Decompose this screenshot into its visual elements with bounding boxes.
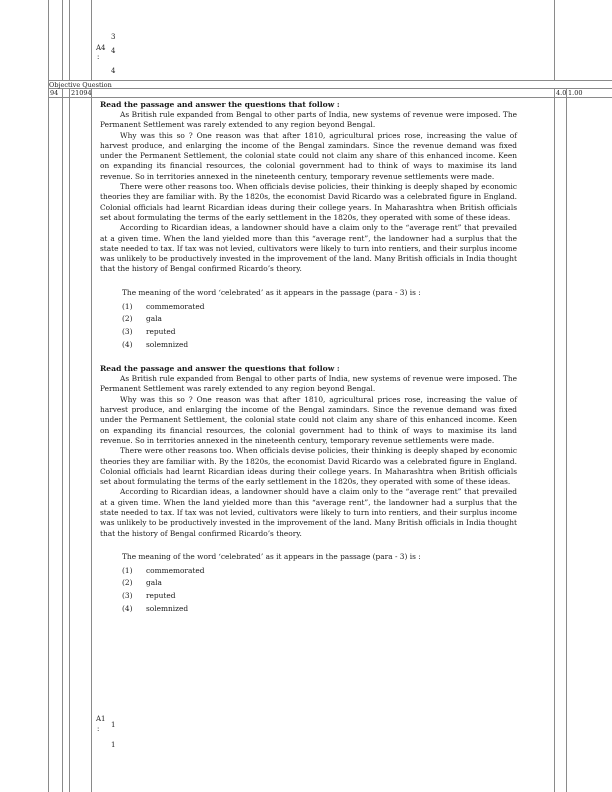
option-number: (3): [122, 326, 133, 336]
bottom-answer-value-1: 1: [111, 721, 116, 729]
option-number: (4): [122, 603, 133, 613]
option-number: (1): [122, 301, 133, 311]
bottom-answer-value-2: 1: [111, 741, 116, 749]
option-text: reputed: [146, 591, 176, 601]
question-block-2: [100, 363, 517, 615]
passage-heading: Read the passage and answer the questions that follow :: [100, 364, 340, 374]
grid-line-section: [48, 88, 612, 89]
option-3[interactable]: [122, 590, 517, 603]
grid-line-left-a: [62, 0, 63, 81]
grid-line-serial: [62, 88, 63, 792]
section-label: Objective Question: [49, 81, 112, 89]
passage-paragraph: According to Ricardian ideas, a landowner should have a claim only to the “average rent” that prevailed at a given time. When the land yielded more than this “average rent”, the landowner had a surplus that the state needed to tax. If tax was not levied, cultivators were likely to turn into rentiers, and their surplus income was unlikely to be productively invested in the improvement of the land. Many British officials in India thought that the history of Bengal confirmed Ricardo’s theory.: [100, 223, 517, 274]
question-text: The meaning of the word ‘celebrated’ as it appears in the passage (para - 3) is :: [122, 551, 421, 561]
question-block-1: [100, 99, 517, 351]
passage-paragraph: Why was this so ? One reason was that after 1810, agricultural prices rose, increasing the value of harvest produce, and enlarging the income of the Bengal zamindars. Since the revenue demand was fixed under the Permanent Settlement, the colonial state could not claim any share of this enhanced income. Keen on expanding its financial resources, the colonial government had to think of ways to maximise its land revenue. So in territories annexed in the nineteenth century, temporary revenue settlements were made.: [100, 394, 517, 445]
option-text: commemorated: [146, 301, 205, 311]
question-marks: 4.0: [556, 89, 567, 97]
passage-paragraph: There were other reasons too. When officials devise policies, their thinking is deeply shaped by economic theories they are familiar with. By the 1820s, the economist David Ricardo was a celebrated figure in England. Colonial officials had learnt Ricardian ideas during their college years. In Maharashtra when British officials set about formulating the terms of the early settlement in the 1820s, they operated with some of these ideas.: [100, 182, 517, 222]
option-text: gala: [146, 314, 162, 324]
grid-line-marks: [554, 88, 555, 792]
grid-line-negative: [566, 88, 567, 792]
bottom-answer-colon: :: [97, 725, 100, 733]
option-number: (3): [122, 591, 133, 601]
option-text: solemnized: [146, 603, 189, 613]
passage-paragraph: According to Ricardian ideas, a landowner should have a claim only to the “average rent” that prevailed at a given time. When the land yielded more than this “average rent”, the landowner had a surplus that the state needed to tax. If tax was not levied, cultivators were likely to turn into rentiers, and their surplus income was unlikely to be productively invested in the improvement of the land. Many British officials in India thought that the history of Bengal confirmed Ricardo’s theory.: [100, 487, 517, 538]
option-1[interactable]: [122, 565, 517, 578]
bottom-answer-label: A1: [96, 715, 106, 723]
option-3[interactable]: [122, 326, 517, 339]
top-answer-label: A4: [96, 44, 106, 52]
passage-paragraph: As British rule expanded from Bengal to other parts of India, new systems of revenue were imposed. The Permanent Settlement was rarely extended to any region beyond Bengal.: [100, 374, 517, 394]
option-1[interactable]: [122, 301, 517, 314]
option-2[interactable]: [122, 577, 517, 590]
top-answer-colon: :: [97, 53, 100, 61]
question-serial: 94: [50, 89, 59, 97]
grid-line-left-b: [69, 0, 70, 81]
passage-paragraph: As British rule expanded from Bengal to other parts of India, new systems of revenue were imposed. The Permanent Settlement was rarely extended to any region beyond Bengal.: [100, 110, 517, 130]
option-text: reputed: [146, 326, 176, 336]
grid-line-left-outer: [48, 0, 49, 792]
option-number: (2): [122, 578, 133, 588]
grid-line-id: [69, 88, 70, 792]
grid-line-left-c: [91, 0, 92, 81]
option-2[interactable]: [122, 313, 517, 326]
top-answer-value-2: 4: [111, 47, 116, 55]
grid-line-top-row: [48, 80, 612, 81]
option-number: (1): [122, 565, 133, 575]
question-negative-marks: 1.00: [568, 89, 583, 97]
question-id: 21094: [71, 89, 92, 97]
top-answer-value-1: 3: [111, 33, 116, 41]
passage-heading: Read the passage and answer the questions that follow :: [100, 100, 340, 109]
grid-line-id-right: [91, 88, 92, 792]
question-text: The meaning of the word ‘celebrated’ as it appears in the passage (para - 3) is :: [122, 287, 421, 297]
option-text: solemnized: [146, 339, 189, 349]
question-content: [100, 99, 517, 615]
passage-paragraph: Why was this so ? One reason was that after 1810, agricultural prices rose, increasing the value of harvest produce, and enlarging the income of the Bengal zamindars. Since the revenue demand was fixed under the Permanent Settlement, the colonial state could not claim any share of this enhanced income. Keen on expanding its financial resources, the colonial government had to think of ways to maximise its land revenue. So in territories annexed in the nineteenth century, temporary revenue settlements were made.: [100, 130, 517, 181]
option-text: commemorated: [146, 565, 205, 575]
top-answer-value-3: 4: [111, 67, 116, 75]
option-4[interactable]: [122, 339, 517, 352]
option-text: gala: [146, 578, 162, 588]
option-4[interactable]: [122, 603, 517, 616]
option-number: (2): [122, 314, 133, 324]
option-number: (4): [122, 339, 133, 349]
grid-line-right-top: [554, 0, 555, 81]
passage-paragraph: There were other reasons too. When officials devise policies, their thinking is deeply shaped by economic theories they are familiar with. By the 1820s, the economist David Ricardo was a celebrated figure in England. Colonial officials had learnt Ricardian ideas during their college years. In Maharashtra when British officials set about formulating the terms of the early settlement in the 1820s, they operated with some of these ideas.: [100, 446, 517, 487]
grid-line-row-start: [48, 97, 612, 98]
